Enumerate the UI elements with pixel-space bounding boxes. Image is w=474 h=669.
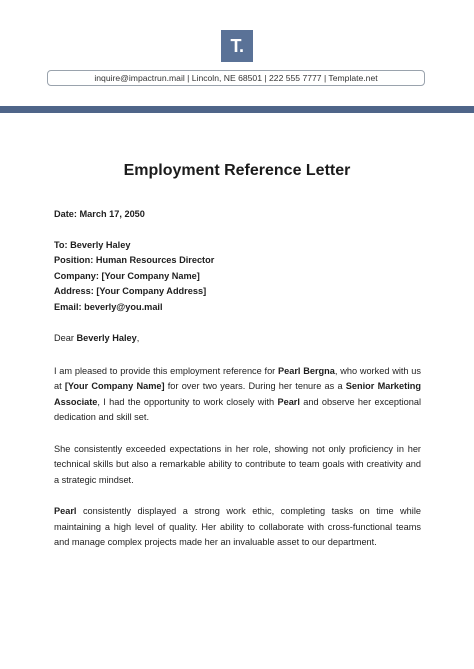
para1-job-title: Senior Marketing Associate [54, 381, 421, 407]
paragraph-2: She consistently exceeded expectations in her role, showing not only proficiency in her technical skills but also a remarkable ability to contribute to team goals with creativity and a strategic mindset. [54, 443, 421, 485]
recipient-company: Company: [Your Company Name] [54, 270, 200, 281]
recipient-to: To: Beverly Haley [54, 239, 131, 250]
letter-body [54, 207, 421, 567]
para1-employee-name: Pearl Bergna [278, 365, 335, 376]
brand-logo-letter: T. [230, 35, 244, 56]
salutation [54, 331, 421, 347]
paragraph-3 [54, 504, 421, 551]
salutation-name: Beverly Haley [76, 333, 137, 343]
para1-text-4: , I had the opportunity to work closely with [97, 396, 278, 407]
recipient-block [54, 238, 421, 316]
para1-text-5: and observe her exceptional dedication and skill set. [54, 396, 421, 422]
contact-info: inquire@impactrun.mail | Lincoln, NE 68501 | 222 555 7777 | Template.net [94, 73, 378, 83]
para1-text-1: I am pleased to provide this employment reference for [54, 365, 278, 376]
recipient-position: Position: Human Resources Director [54, 255, 215, 265]
brand-logo [221, 30, 253, 62]
paragraph-1 [54, 364, 421, 426]
letter-date: Date: March 17, 2050 [54, 209, 145, 219]
salutation-prefix: Dear [54, 333, 77, 343]
para3-text: consistently displayed a strong work ethic, completing tasks on time while maintaining a high level of quality. Her ability to collaborate with cross-functional teams and manage complex projects made her an invaluable asset to our department. [54, 506, 421, 547]
page-title: Employment Reference Letter [123, 162, 351, 179]
salutation-suffix: , [136, 333, 140, 343]
recipient-address: Address: [Your Company Address] [54, 286, 207, 296]
recipient-email: Email: beverly@you.mail [54, 301, 163, 312]
para3-first-name: Pearl [54, 506, 77, 516]
para1-first-name: Pearl [277, 396, 300, 407]
para1-text-3: for over two years. During her tenure as a [164, 381, 346, 391]
para1-text-2: , who worked with us at [54, 365, 421, 391]
header-divider-band [0, 106, 474, 113]
para1-company-name: [Your Company Name] [64, 381, 165, 391]
contact-bar [47, 70, 425, 86]
